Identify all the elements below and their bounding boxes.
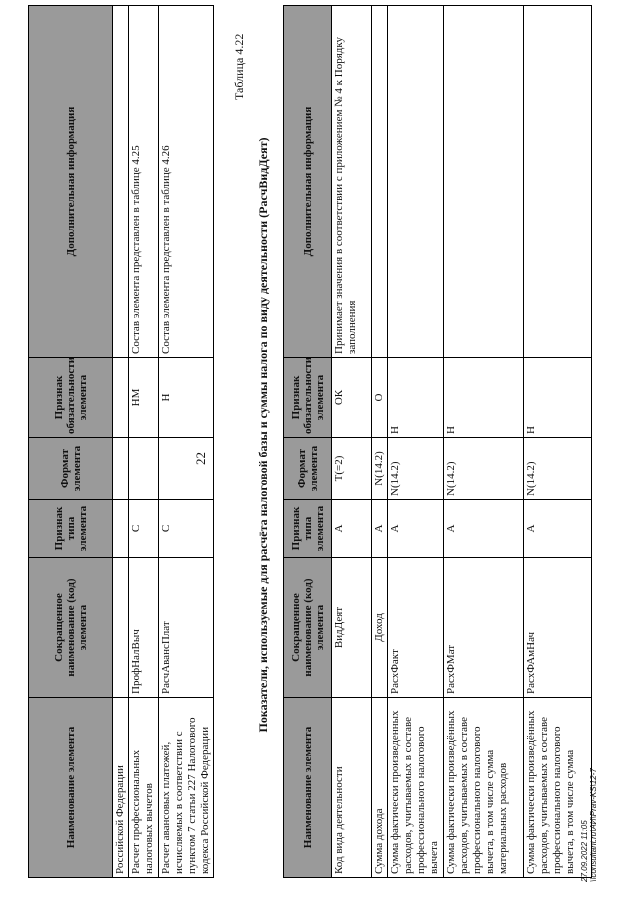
cell-type: А (388, 500, 444, 558)
cell-info: Состав элемента представлен в таблице 4.25 (129, 6, 159, 358)
cell-format: N(14.2) (444, 438, 524, 500)
table-row (388, 6, 444, 878)
cell-type (113, 500, 129, 558)
table-row (159, 6, 214, 878)
footer-stamp (580, 768, 598, 882)
header-cell: Наименование элемента (284, 698, 332, 878)
cell-info: Принимает значения в соответствии с приложением № 4 к Порядку заполнения (332, 6, 372, 358)
cell-type: С (159, 500, 214, 558)
cell-format: N(14.2) (388, 438, 444, 500)
header-cell: Признак типа элемента (284, 500, 332, 558)
header-cell: Признак обязательности элемента (29, 358, 113, 438)
cell-required: ОК (332, 358, 372, 438)
table-row (129, 6, 159, 878)
header-cell: Признак обязательности элемента (284, 358, 332, 438)
cell-required: Н (444, 358, 524, 438)
cell-info (372, 6, 388, 358)
cell-name: Сумма фактически произведенных расходов, учитываемых в составе профессионального налогового вычета (388, 698, 444, 878)
cell-code: РасхФАмНач (524, 558, 592, 698)
header-cell: Сокращенное наименование (код) элемента (284, 558, 332, 698)
header-cell: Дополнительная информация (284, 6, 332, 358)
cell-code: РасхФакт (388, 558, 444, 698)
cell-type: А (332, 500, 372, 558)
header-cell: Дополнительная информация (29, 6, 113, 358)
cell-required (113, 358, 129, 438)
cell-type: С (129, 500, 159, 558)
cell-required: Н (388, 358, 444, 438)
table-row (372, 6, 388, 878)
cell-format: N(14.2) (372, 438, 388, 500)
table-row (444, 6, 524, 878)
page-number: 22 (193, 452, 208, 465)
cell-format: T(=2) (332, 438, 372, 500)
cell-code (113, 558, 129, 698)
cell-format (129, 438, 159, 500)
cell-info (444, 6, 524, 358)
header-cell: Наименование элемента (29, 698, 113, 878)
cell-name: Сумма дохода (372, 698, 388, 878)
header-cell: Формат элемента (284, 438, 332, 500)
cell-name: Расчет авансовых платежей, исчисляемых в соответствии с пунктом 7 статьи 227 Налогового кодекса Российской Федерации (159, 698, 214, 878)
table-row (113, 6, 129, 878)
cell-name: Сумма фактически произведённых расходов, учитываемых в составе профессионального налогового вычета, в том числе сумма материальных расходов (444, 698, 524, 878)
cell-info (113, 6, 129, 358)
cell-info (524, 6, 592, 358)
cell-code: РасхФМат (444, 558, 524, 698)
cell-required: О (372, 358, 388, 438)
elements-table-continued (28, 5, 214, 878)
cell-code: ВидДеят (332, 558, 372, 698)
cell-format: N(14.2) (524, 438, 592, 500)
cell-info (388, 6, 444, 358)
cell-required: Н (524, 358, 592, 438)
cell-required: НМ (129, 358, 159, 438)
cell-name: Код вида деятельности (332, 698, 372, 878)
table-caption: Показатели, используемые для расчёта налоговой базы и суммы налога по виду деятельности (РасчВидДеят) (256, 137, 270, 733)
cell-name: Российской Федерации (113, 698, 129, 878)
table-row (524, 6, 592, 878)
table-header-row (29, 6, 113, 878)
table-number: Таблица 4.22 (232, 33, 246, 100)
table-header-row (284, 6, 332, 878)
cell-code: Доход (372, 558, 388, 698)
footer-date: 27.09.2022 11:05 (580, 820, 589, 882)
header-cell: Сокращенное наименование (код) элемента (29, 558, 113, 698)
footer-path: \\consultant.ru\АИ\Prav-KS\12-7 (589, 768, 598, 882)
cell-format (113, 438, 129, 500)
header-cell: Признак типа элемента (29, 500, 113, 558)
cell-format (159, 438, 214, 500)
cell-name: Расчет профессиональных налоговых вычетов (129, 698, 159, 878)
cell-type: А (372, 500, 388, 558)
cell-code: ПрофНалВыч (129, 558, 159, 698)
cell-type: А (444, 500, 524, 558)
cell-required: Н (159, 358, 214, 438)
table-row (332, 6, 372, 878)
calc-by-activity-table (283, 5, 592, 878)
header-cell: Формат элемента (29, 438, 113, 500)
cell-info: Состав элемента представлен в таблице 4.26 (159, 6, 214, 358)
cell-type: А (524, 500, 592, 558)
cell-name: Сумма фактически произведённых расходов, учитываемых в составе профессионального налогового вычета, в том числе сумма (524, 698, 592, 878)
cell-code: РасчАвансПлат (159, 558, 214, 698)
